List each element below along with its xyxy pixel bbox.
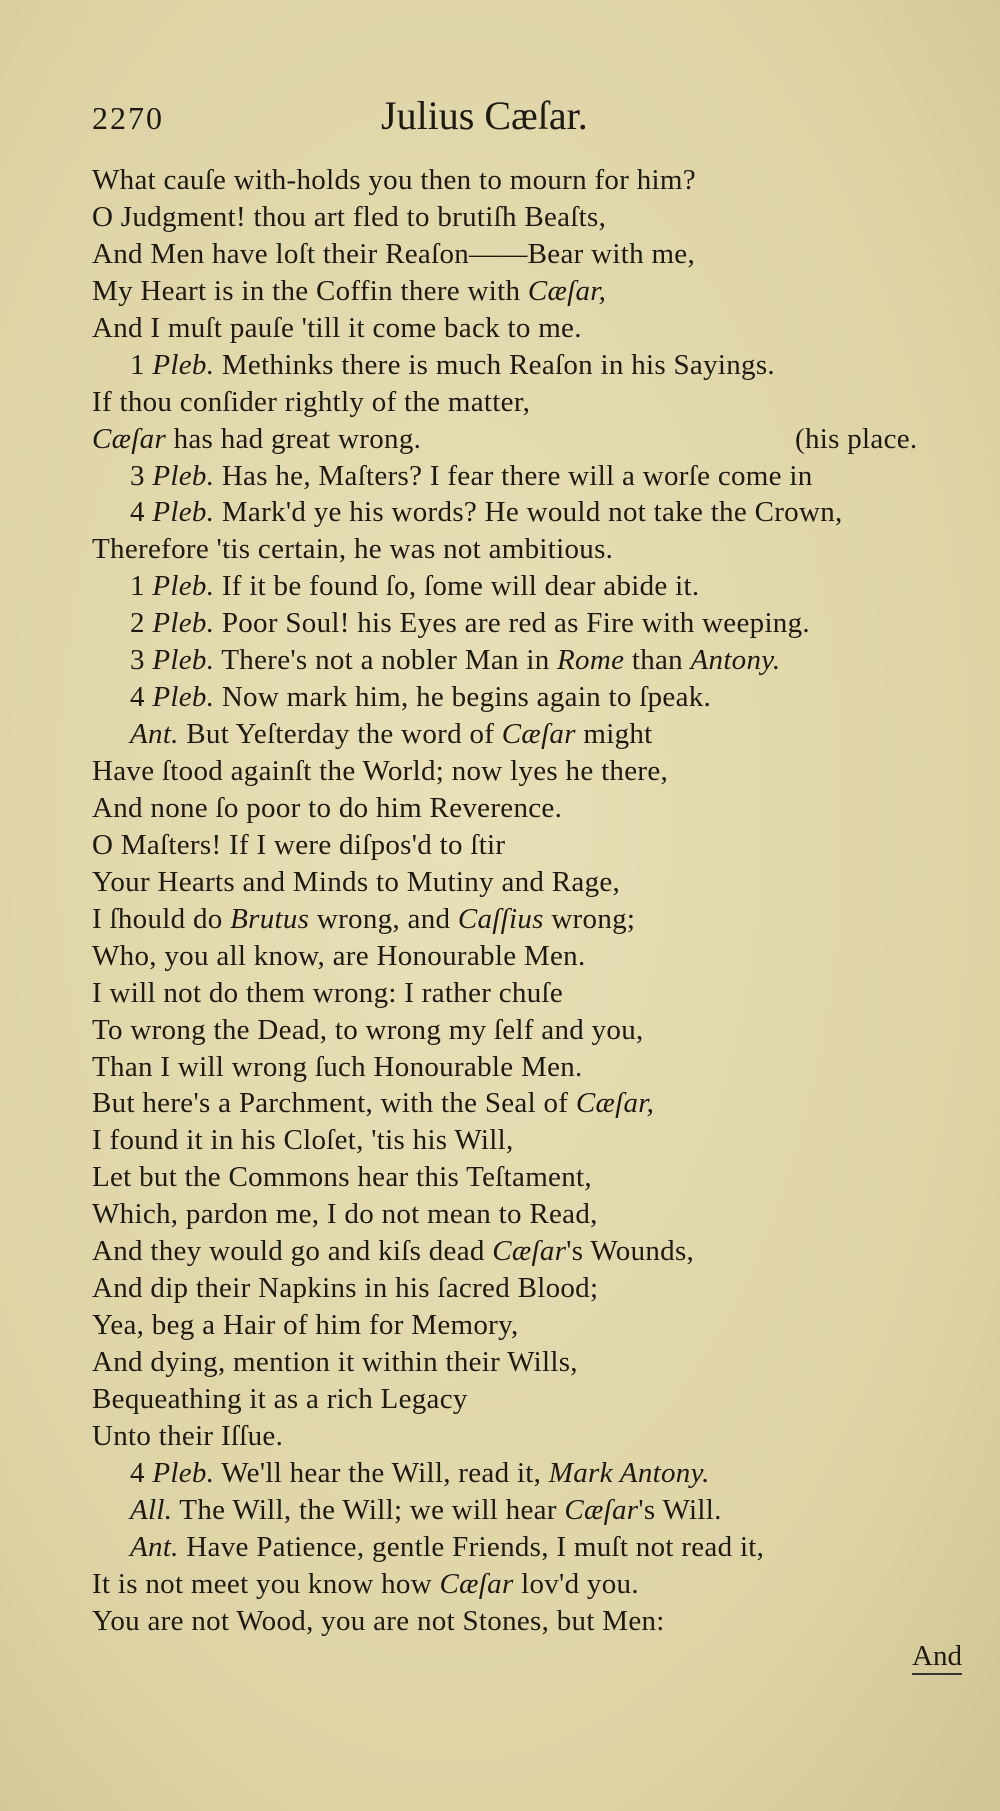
verse-line (92, 716, 962, 753)
italic-text: Pleb. (152, 681, 215, 714)
text-segment: If it be found ſo, ſome will dear abide it. (214, 570, 700, 603)
text-segment: I will not do them wrong: I rather chuſe (92, 976, 564, 1009)
italic-text: Pleb. (152, 459, 215, 492)
verse-text (92, 162, 962, 1640)
text-segment: We'll hear the Will, read it, (214, 1456, 549, 1489)
verse-line (92, 1049, 962, 1086)
running-title: Julius Cæſar. (381, 93, 588, 138)
italic-text: Antony. (690, 644, 781, 677)
text-segment: You are not Wood, you are not Stones, but Men: (92, 1604, 665, 1637)
verse-line (92, 310, 962, 347)
verse-line (92, 1455, 962, 1492)
verse-line (92, 384, 962, 421)
text-segment: Now mark him, he begins again to ſpeak. (214, 681, 712, 714)
text-segment: Have Patience, gentle Friends, I muſt not read it, (178, 1530, 765, 1563)
text-segment: (his place. (795, 422, 918, 455)
italic-text: All. (130, 1493, 173, 1526)
text-segment: Poor Soul! his Eyes are red as Fire with weeping. (214, 607, 810, 640)
verse-line (92, 864, 962, 901)
verse-line (92, 605, 962, 642)
italic-text: Brutus (230, 902, 310, 935)
verse-line (92, 1159, 962, 1196)
text-segment: Unto their Iſſue. (92, 1419, 284, 1452)
text-segment: 3 (130, 459, 153, 492)
italic-text: Cæſar, (575, 1087, 655, 1120)
verse-line (92, 1492, 962, 1529)
text-segment: And dip their Napkins in his ſacred Blood; (92, 1272, 599, 1305)
catchword: And (912, 1640, 962, 1675)
text-segment: And dying, mention it within their Wills, (92, 1346, 578, 1378)
text-segment: wrong; (543, 902, 636, 935)
italic-text: Caſſius (457, 902, 544, 935)
verse-line (92, 827, 962, 864)
text-segment: O Judgment! thou art fled to brutiſh Beaſts, (92, 200, 607, 233)
text-segment: Has he, Maſters? I fear there will a worſe come in (214, 459, 813, 492)
verse-line (92, 975, 962, 1012)
text-segment: Who, you all know, are Honourable Men. (92, 939, 586, 972)
italic-text: Cæſar (92, 422, 167, 455)
text-segment: 3 (130, 644, 153, 677)
text-segment: 's Wounds, (566, 1235, 695, 1268)
text-segment: There's not a nobler Man in (214, 644, 558, 677)
text-segment: 1 (130, 348, 153, 381)
text-segment: 1 (130, 570, 153, 603)
text-segment: I ſhould do (92, 902, 231, 935)
verse-line (92, 531, 962, 568)
text-segment: than (624, 644, 691, 677)
verse-line (92, 1566, 962, 1603)
text-segment: Have ſtood againſt the World; now lyes he there, (92, 755, 669, 787)
verse-line (92, 642, 962, 679)
text-segment: wrong, and (309, 902, 458, 935)
text-segment: 's Will. (638, 1493, 722, 1526)
verse-line (92, 236, 962, 273)
verse-line (92, 901, 962, 938)
italic-text: Pleb. (152, 1456, 215, 1489)
text-segment: Methinks there is much Reaſon in his Sayings. (214, 348, 775, 381)
text-segment: And Men have loſt their Reaſon——Bear with me, (92, 237, 696, 270)
text-segment: The Will, the Will; we will hear (172, 1493, 565, 1526)
text-segment: has had great wrong. (166, 422, 422, 455)
italic-text: Pleb. (152, 496, 215, 529)
italic-text: Cæſar, (527, 274, 607, 307)
italic-text: Cæſar (564, 1493, 639, 1526)
text-segment: Which, pardon me, I do not mean to Read, (92, 1198, 598, 1231)
verse-line (92, 1012, 962, 1049)
italic-text: Ant. (130, 1530, 179, 1563)
text-segment: But Yeſterday the word of (178, 718, 502, 751)
italic-text: Pleb. (152, 644, 215, 677)
text-segment: And they would go and kiſs dead (92, 1235, 493, 1268)
italic-text: Pleb. (152, 607, 215, 640)
text-segment: It is not meet you know how (92, 1567, 440, 1600)
verse-line (92, 1122, 962, 1159)
text-segment: O Maſters! If I were diſpos'd to ſtir (92, 828, 506, 861)
text-segment: I found it in his Cloſet, 'tis his Will, (92, 1124, 514, 1157)
verse-line (92, 1381, 962, 1418)
verse-line (92, 790, 962, 827)
text-segment: 4 (130, 681, 153, 714)
verse-line (92, 273, 962, 310)
italic-text: Cæſar (439, 1567, 514, 1600)
verse-line (92, 1529, 962, 1566)
text-segment: If thou conſider rightly of the matter, (92, 385, 531, 418)
verse-line (92, 162, 962, 199)
text-segment: What cauſe with-holds you then to mourn for him? (92, 164, 696, 196)
verse-line (92, 347, 962, 384)
verse-line (92, 753, 962, 790)
verse-line (92, 458, 962, 495)
verse-line (92, 494, 962, 531)
verse-line (92, 1603, 962, 1640)
verse-line (92, 1233, 962, 1270)
italic-text: Rome (557, 644, 625, 677)
text-segment: Your Hearts and Minds to Mutiny and Rage, (92, 865, 621, 898)
italic-text: Cæſar (501, 718, 576, 751)
verse-line (92, 1307, 962, 1344)
italic-text: Mark Antony. (548, 1456, 710, 1489)
verse-line (92, 1196, 962, 1233)
text-segment: 4 (130, 1456, 153, 1489)
text-segment: Therefore 'tis certain, he was not ambitious. (92, 533, 614, 566)
text-segment: To wrong the Dead, to wrong my ſelf and you, (92, 1013, 644, 1046)
verse-line (92, 1418, 962, 1455)
page-number: 2270 (92, 100, 164, 136)
italic-text: Pleb. (152, 570, 215, 603)
text-segment: But here's a Parchment, with the Seal of (92, 1087, 576, 1120)
verse-line (92, 199, 962, 236)
verse-line (92, 938, 962, 975)
text-segment: might (575, 718, 653, 751)
verse-line (92, 679, 962, 716)
text-segment: And none ſo poor to do him Reverence. (92, 791, 563, 824)
text-segment: And I muſt pauſe 'till it come back to me. (92, 311, 582, 344)
text-segment: Mark'd ye his words? He would not take the Crown, (214, 496, 843, 529)
verse-line (92, 1085, 962, 1122)
text-segment: Yea, beg a Hair of him for Memory, (92, 1309, 519, 1342)
text-segment: Let but the Commons hear this Teſtament, (92, 1161, 592, 1194)
verse-line (92, 568, 962, 605)
text-segment: 2 (130, 607, 153, 640)
text-segment: 4 (130, 496, 153, 529)
italic-text: Pleb. (152, 348, 215, 381)
text-segment: Than I will wrong ſuch Honourable Men. (92, 1050, 583, 1083)
text-segment: lov'd you. (513, 1567, 639, 1600)
italic-text: Ant. (130, 718, 179, 751)
verse-line (92, 1270, 962, 1307)
text-segment: My Heart is in the Coffin there with (92, 274, 528, 307)
verse-line (92, 421, 962, 458)
italic-text: Cæſar (492, 1235, 567, 1268)
text-segment: Bequeathing it as a rich Legacy (92, 1382, 468, 1415)
verse-line (92, 1344, 962, 1381)
